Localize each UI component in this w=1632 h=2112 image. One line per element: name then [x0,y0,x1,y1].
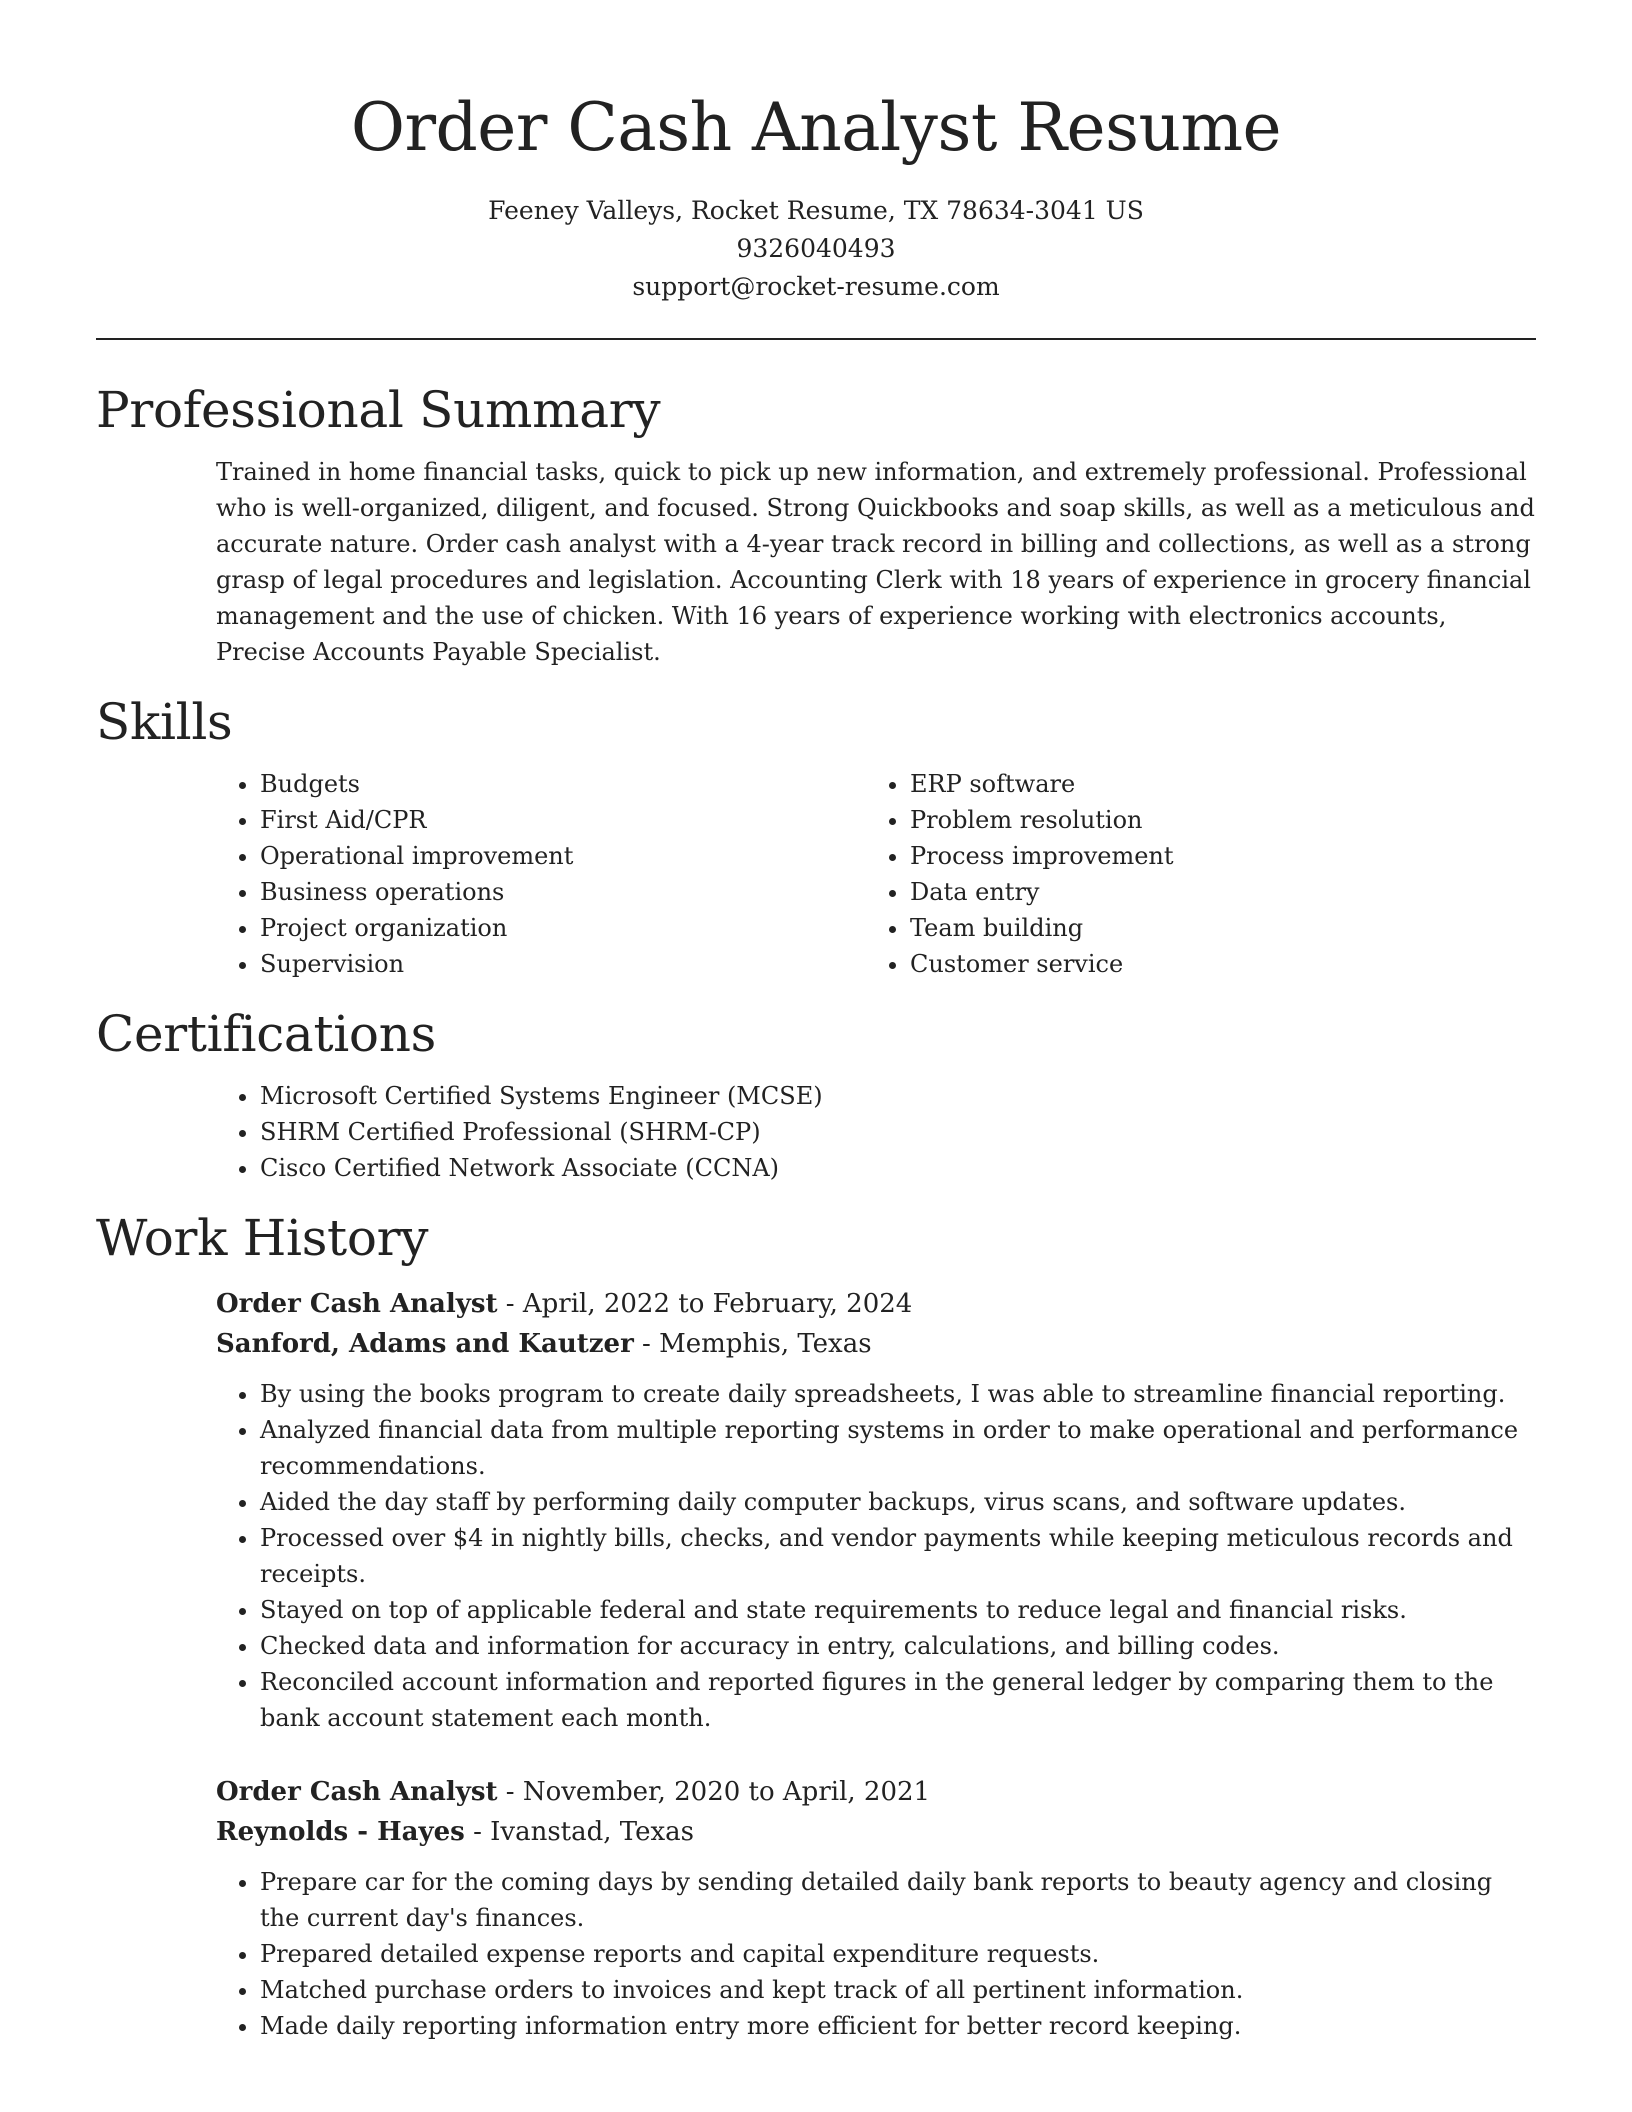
skill-item: • Project organization [260,910,866,946]
job-duty-item: • Prepared detailed expense reports and capital expenditure requests. [260,1936,1536,1972]
skill-item: • Budgets [260,766,866,802]
job-company-line [216,1812,1536,1852]
resume-header [96,0,1536,306]
certifications-section [96,1002,1536,1186]
job-duty-item: • Made daily reporting information entry more efficient for better record keeping. [260,2008,1536,2044]
job-duty-item: • Processed over $4 in nightly bills, checks, and vendor payments while keeping meticulous records and receipts. [260,1520,1536,1592]
job-duty-item: • Prepare car for the coming days by sending detailed daily bank reports to beauty agency and closing the current day's finances. [260,1864,1536,1936]
job-company: Sanford, Adams and Kautzer [216,1329,634,1359]
section-title-work-history: Work History [96,1209,429,1267]
phone: 9326040493 [736,234,896,263]
skill-item: • Operational improvement [260,838,866,874]
job-position: Order Cash Analyst [216,1777,498,1807]
job-duty-item: • Checked data and information for accuracy in entry, calculations, and billing codes. [260,1628,1536,1664]
separator: - [642,1329,660,1359]
job-duty-item: • Aided the day staff by performing daily computer backups, virus scans, and software updates. [260,1484,1536,1520]
job-location: Memphis, Texas [659,1329,872,1359]
job-company-line [216,1324,1536,1364]
skill-item: • First Aid/CPR [260,802,866,838]
skill-item: • Customer service [910,946,1516,982]
separator: - [473,1817,491,1847]
work-history-section [96,1206,1536,2044]
email: support@rocket-resume.com [632,272,1000,301]
skills-column-left [216,766,866,982]
job-duty-item: • By using the books program to create daily spreadsheets, I was able to streamline financial reporting. [260,1376,1536,1412]
job-entry [96,1284,1536,1736]
certification-item: • Cisco Certified Network Associate (CCNA) [260,1150,1536,1186]
job-duties [216,1864,1536,2044]
page-title: Order Cash Analyst Resume [350,89,1282,166]
skill-item: • Team building [910,910,1516,946]
skills-column-right [866,766,1516,982]
skill-item: • Data entry [910,874,1516,910]
job-duty-item: • Reconciled account information and reported figures in the general ledger by comparing them to the bank account statement each month. [260,1664,1536,1736]
job-title-line [216,1284,1536,1324]
certification-item: • SHRM Certified Professional (SHRM-CP) [260,1114,1536,1150]
job-location: Ivanstad, Texas [490,1817,695,1847]
skill-item: • Process improvement [910,838,1516,874]
job-company: Reynolds - Hayes [216,1817,465,1847]
certification-item: • Microsoft Certified Systems Engineer (MCSE) [260,1078,1536,1114]
section-title-skills: Skills [96,693,233,751]
job-duty-item: • Matched purchase orders to invoices and kept track of all pertinent information. [260,1972,1536,2008]
certifications-list [96,1078,1536,1186]
job-duty-item: • Stayed on top of applicable federal and state requirements to reduce legal and financial risks. [260,1592,1536,1628]
skill-item: • ERP software [910,766,1516,802]
skill-item: • Supervision [260,946,866,982]
separator: - [505,1777,523,1807]
contact-info [96,192,1536,306]
separator: - [505,1289,523,1319]
section-title-summary: Professional Summary [96,381,661,439]
job-entry [96,1772,1536,2044]
address: Feeney Valleys, Rocket Resume, TX 78634-3041 US [488,196,1144,225]
job-duty-item: • Analyzed financial data from multiple reporting systems in order to make operational and performance recommendations. [260,1412,1536,1484]
skills-columns [96,766,1536,982]
summary-text: Trained in home financial tasks, quick to pick up new information, and extremely professional. Professional who is well-organized, diligent, and focused. Strong Quickbooks and soap skills, as well as a meticulous and accurate nature. Order cash analyst with a 4-year track record in billing and collections, as well as a strong grasp of legal procedures and legislation. Accounting Clerk with 18 years of experience in grocery financial management and the use of chicken. With 16 years of experience working with electronics accounts, Precise Accounts Payable Specialist. [216,458,1535,666]
header-divider [96,338,1536,340]
job-title-line [216,1772,1536,1812]
job-dates: April, 2022 to February, 2024 [522,1289,913,1319]
section-title-certifications: Certifications [96,1005,436,1063]
job-position: Order Cash Analyst [216,1289,498,1319]
skills-section [96,690,1536,982]
skill-item: • Problem resolution [910,802,1516,838]
job-duties [216,1376,1536,1736]
job-dates: November, 2020 to April, 2021 [522,1777,931,1807]
skill-item: • Business operations [260,874,866,910]
